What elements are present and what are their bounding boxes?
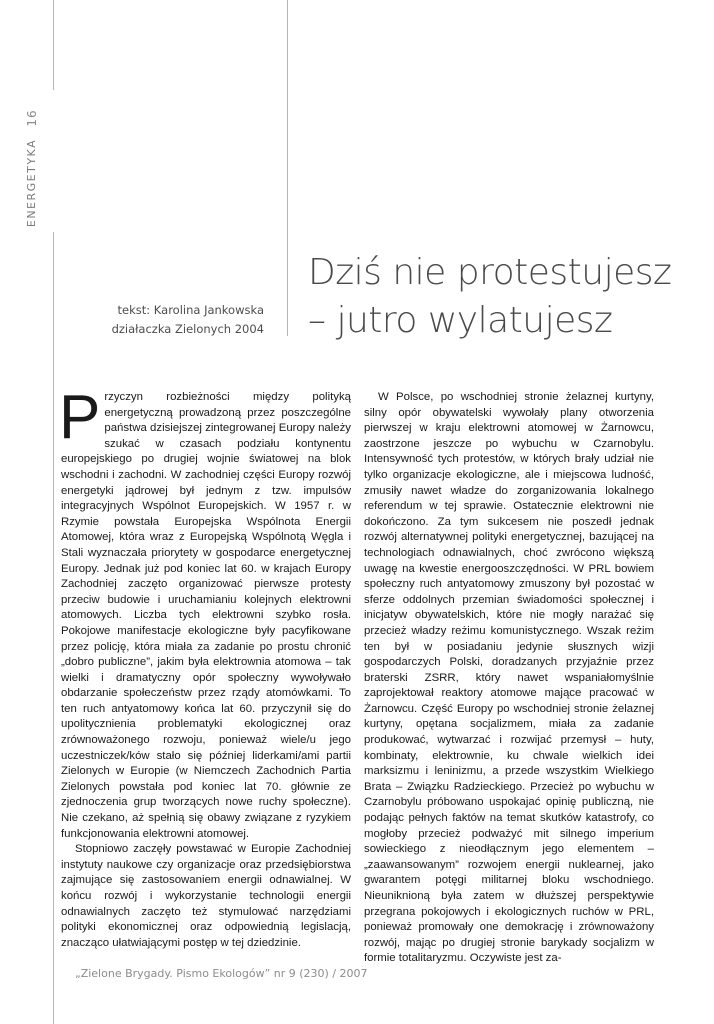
article-column-right — [364, 390, 654, 967]
article-column-left — [59, 383, 351, 951]
footer-publication: „Zielone Brygady. Pismo Ekologów” nr 9 (230) / 2007 — [75, 967, 368, 980]
page-number: 16 — [25, 109, 39, 127]
paragraph: Stopniowo zaczęły powstawać w Europie Zachodniej instytuty naukowe czy organizacje oraz przedsiębiorstwa zajmujące się zastosowaniem energii odnawialnej. W końcu rozwój i wykorzystanie technologii energii odnawialnych zaczęto też stymulować narzędziami polityki ekonomicznej oraz odpowiednią legislacją, znacząco ułatwiającymi postęp w tej dziedzinie. — [61, 843, 351, 949]
byline-role: działaczka Zielonych 2004 — [111, 322, 264, 336]
title-line-2: – jutro wylatujesz — [308, 300, 613, 341]
margin-rule-footer — [53, 952, 54, 1024]
title-line-1: Dziś nie protestujesz — [308, 252, 672, 293]
byline — [112, 301, 264, 339]
byline-author: tekst: Karolina Jankowska — [117, 303, 264, 317]
margin-rule-top — [53, 0, 54, 90]
drop-cap: P — [59, 383, 101, 452]
section-label: ENERGETYKA — [25, 138, 38, 228]
title-divider-rule — [287, 0, 288, 336]
paragraph: W Polsce, po wschodniej stronie żelaznej kurtyny, silny opór obywatelski wywołały plany otworzenia pierwszej w kraju elektrowni atomowej w Żarnowcu, zaostrzone jeszcze po wybuchu w Czarnobylu. Intensywność tych protestów, w których brały udział nie tylko organizacje ekologiczne, ale i miejscowa ludność, zmusiły nawet władze do zorganizowania lokalnego referendum w tej sprawie. Ostatecznie elektrowni nie dokończono. Za tym sukcesem nie poszedł jednak rozwój alternatywnej polityki energetycznej, bazującej na technologiach odnawialnych, choć zwrócono większą uwagę na kwestie energooszczędności. W PRL bowiem społeczny ruch antyatomowy zmuszony był pozostać w sferze oddolnych przemian świadomości społecznej i inicjatyw obywatelskich, które nie mogły narażać się przecież władzy reżimu komunistycznego. Wszak reżim ten był w posiadaniu jedynie słusznych wizji gospodarczych Polski, doradzanych przyjaźnie przez braterski ZSRR, który nawet wspaniałomyślnie zaprojektował reaktory atomowe mające pracować w Żarnowcu. Część Europy po wschodniej stronie żelaznej kurtyny, opętana socjalizmem, miała za zadanie produkować, wytwarzać i rozwijać przemysł – huty, kombinaty, elektrownie, ku chwale wielkich idei marksizmu i leninizmu, a przede wszystkim Wielkiego Brata – Związku Radzieckiego. Przecież po wybuchu w Czarnobylu próbowano uspokajać opinię publiczną, nie podając pełnych faktów na temat skutków katastrofy, co mogłoby przecież podważyć mit silnego imperium sowieckiego z nieodłącznym jego elementem – „zaawansowanym” rozwojem energii nuklearnej, jako gwarantem potęgi militarnej bloku wschodniego. Nieuniknioną była zatem w dłuższej perspektywie przegrana pokojowych i ekologicznych ruchów w PRL, ponieważ promowały one demokrację i zrównoważony rozwój, mając po drugiej stronie barykady socjalizm w formie totalitaryzmu. Oczywiste jest za- — [364, 391, 654, 965]
margin-rule-side — [53, 232, 54, 952]
paragraph-text: rzyczyn rozbieżności między polityką energetyczną prowadzoną przez poszczególne państwa dzisiejszej zintegrowanej Europy należy szukać w czasach podziału kontynentu europejskiego po drugiej wojnie światowej na blok wschodni i zachodni. W zachodniej części Europy rozwój energetyki jądrowej był jednym z tzw. impulsów integracyjnych Wspólnot Europejskich. W 1957 r. w Rzymie powstała Europejska Wspólnota Energii Atomowej, która wraz z Europejską Wspólnotą Węgla i Stali wyznaczała priorytety w gospodarce energetycznej Europy. Jednak już pod koniec lat 60. w krajach Europy Zachodniej zaczęto organizować pierwsze protesty przeciw budowie i uruchamianiu kolejnych elektrowni atomowych. Liczba tych elektrowni szybko rosła. Pokojowe manifestacje ekologiczne były pacyfikowane przez policję, która miała za zadanie po prostu chronić „dobro publiczne”, jakim była elektrownia atomowa – tak wielki i dramatyczny opór społeczny wywoływało obdarzanie społeczeństw przez rządy atomówkami. To ten ruch antyatomowy końca lat 60. przyczynił się do upolitycznienia problematyki ekologicznej oraz zrównoważonego rozwoju, ponieważ wiele/u jego uczestniczek/ków stało się później liderkami/ami partii Zielonych w Europie (w Niemczech Zachodnich Partia Zielonych powstała pod koniec lat 70. głównie ze zjednoczenia grup tworzących nowe ruchy społeczne). Nie czekano, aż spełnią się obawy związane z ryzykiem funkcjonowania elektrowni atomowej. — [61, 391, 351, 840]
article-title — [308, 249, 698, 345]
paragraph — [59, 383, 351, 842]
